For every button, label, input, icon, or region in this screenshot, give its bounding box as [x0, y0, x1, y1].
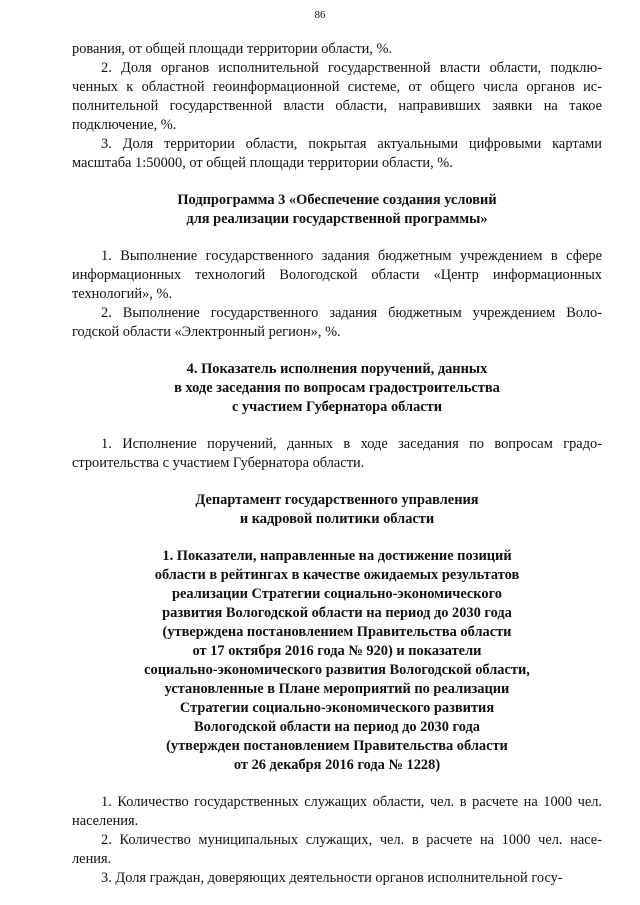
department-heading	[72, 491, 602, 529]
paragraph	[72, 135, 602, 173]
heading-line: и кадровой политики области	[239, 511, 435, 527]
heading-line: Департамент государственного управления	[195, 492, 479, 508]
text-line: подключение, %.	[72, 117, 177, 133]
text-line: 1. Выполнение государственного задания бюджетным учреждением в сфере	[101, 248, 602, 264]
paragraph	[72, 304, 602, 342]
text-line: 1. Количество государственных служащих области, чел. в расчете на 1000	[101, 794, 573, 810]
subprogram-heading	[72, 191, 602, 229]
section-heading	[72, 360, 602, 417]
heading-line: для реализации государственной программы»	[186, 211, 488, 227]
paragraph	[72, 247, 602, 304]
heading-line: области в рейтингах в качестве ожидаемых результатов	[154, 567, 520, 583]
heading-line: 4. Показатель исполнения поручений, данных	[186, 361, 488, 377]
heading-line: (утвержден постановлением Правительства области	[166, 738, 508, 754]
text-line: ченных к областной геоинформационной системе, от общего числа органов ис-	[72, 79, 602, 95]
text-line: 2. Количество муниципальных служащих, чел. в расчете на 1000 чел. насе-	[101, 832, 602, 848]
paragraph	[72, 793, 602, 831]
heading-line: реализации Стратегии социально-экономического	[172, 586, 502, 602]
text-line: 3. Доля граждан, доверяющих деятельности органов исполнительной госу-	[101, 870, 563, 886]
heading-line: с участием Губернатора области	[231, 399, 443, 415]
text-line: масштаба 1:50000, от общей площади территории области, %.	[72, 155, 453, 171]
heading-line: от 17 октября 2016 года № 920) и показатели	[192, 643, 482, 659]
paragraph	[72, 435, 602, 473]
heading-line: (утверждена постановлением Правительства области	[162, 624, 512, 640]
heading-line: 1. Показатели, направленные на достижение позиций	[162, 548, 512, 564]
heading-line: от 26 декабря 2016 года № 1228)	[233, 757, 441, 773]
paragraph	[72, 40, 602, 59]
heading-line: социально-экономического развития Вологодской области,	[144, 662, 530, 678]
text-line: 2. Доля органов исполнительной государственной власти области, подклю-	[101, 60, 602, 76]
text-line: 3. Доля территории области, покрытая актуальными цифровыми картами	[101, 136, 602, 152]
text-line: технологий», %.	[72, 286, 173, 302]
text-line: ления.	[72, 851, 112, 867]
heading-line: Подпрограмма 3 «Обеспечение создания условий	[177, 192, 497, 208]
document-body	[72, 40, 602, 888]
text-line: информационных технологий Вологодской области «Центр информационных	[72, 267, 602, 283]
heading-line: развития Вологодской области на период до 2030 года	[162, 605, 512, 621]
paragraph	[72, 59, 602, 135]
text-line: годской области «Электронный регион», %.	[72, 324, 341, 340]
text-line: рования, от общей площади территории области, %.	[72, 41, 393, 57]
heading-line: установленные в Плане мероприятий по реализации	[164, 681, 510, 697]
text-line: строительства с участием Губернатора области.	[72, 455, 365, 471]
text-line: 1. Исполнение поручений, данных в ходе заседания по вопросам градо-	[101, 436, 602, 452]
paragraph	[72, 869, 602, 888]
heading-line: Стратегии социально-экономического развития	[179, 700, 495, 716]
heading-line: Вологодской области на период до 2030 года	[194, 719, 480, 735]
page-number: 86	[314, 9, 326, 21]
text-line: полнительной государственной власти области, направивших заявки на такое	[72, 98, 602, 114]
text-line: 2. Выполнение государственного задания бюджетным учреждением Воло-	[101, 305, 602, 321]
text-line: чел. населения.	[72, 794, 602, 829]
indicators-heading	[72, 547, 602, 775]
heading-line: в ходе заседания по вопросам градостроительства	[174, 380, 500, 396]
paragraph	[72, 831, 602, 869]
